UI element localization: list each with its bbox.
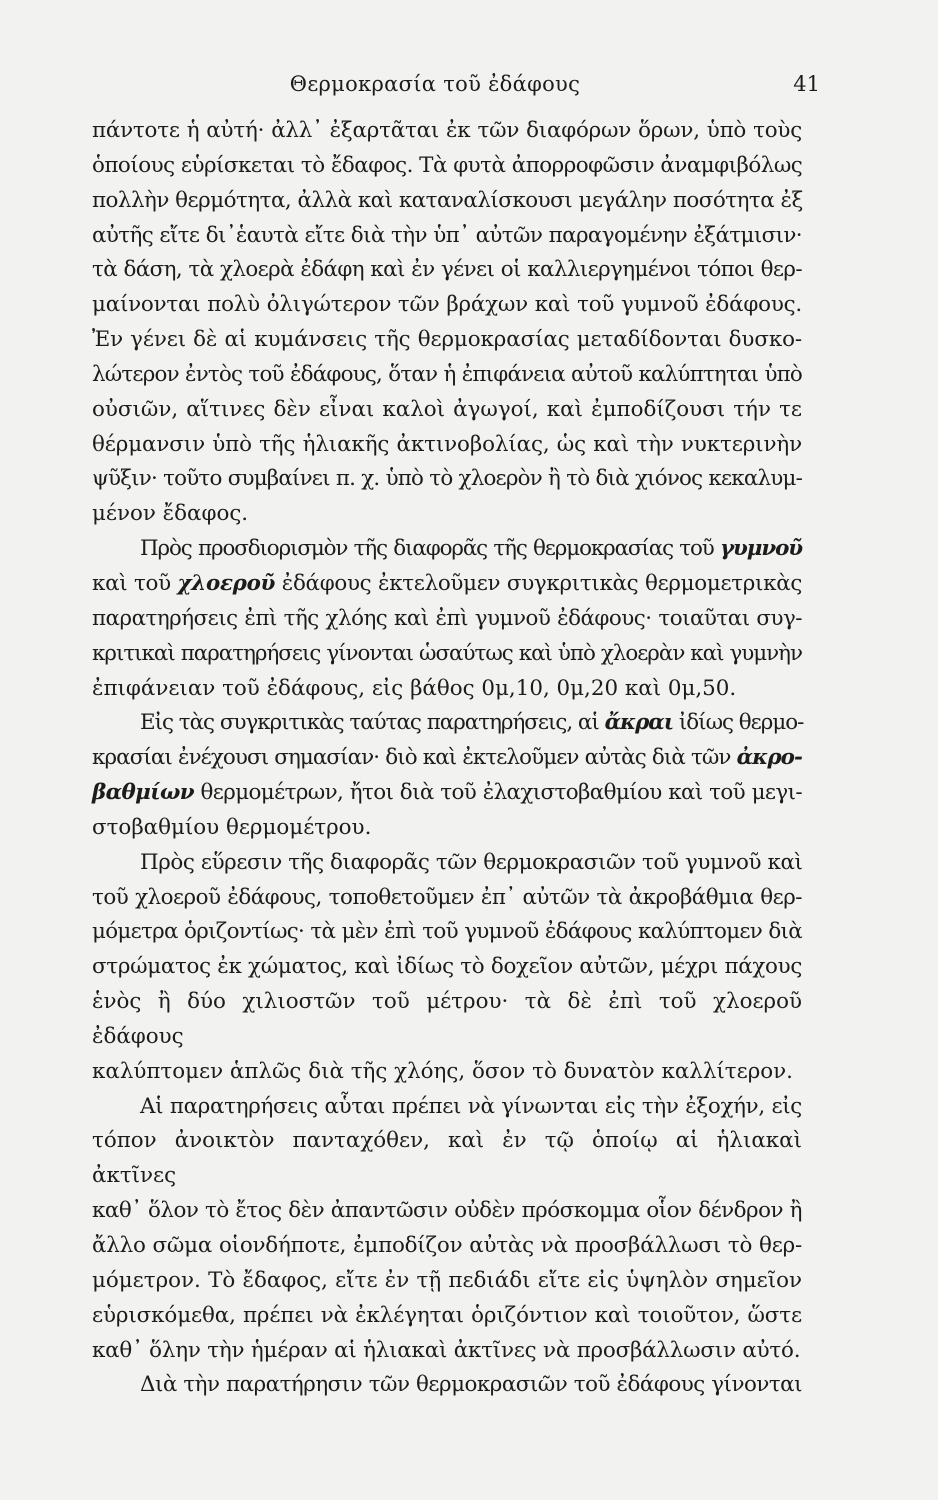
- text-line: τοῦ χλοεροῦ ἐδάφους, τοποθετοῦμεν ἐπ᾽ αὐτῶν τὰ ἀκροβάθμια θερ-: [92, 884, 802, 910]
- text-line: ψῦξιν· τοῦτο συμβαίνει π. χ. ὑπὸ τὸ χλοερὸν ἢ τὸ διὰ χιόνος κεκαλυμ-: [92, 466, 802, 492]
- text-line: λώτερον ἐντὸς τοῦ ἐδάφους, ὅταν ἡ ἐπιφάνεια αὐτοῦ καλύπτηται ὑπὸ: [92, 361, 802, 387]
- text-line: ἄλλο σῶμα οἱονδήποτε, ἐμποδίζον αὐτὰς νὰ προσβάλλωσι τὸ θερ-: [92, 1233, 802, 1258]
- text-line: μαίνονται πολὺ ὀλιγώτερον τῶν βράχων καὶ τοῦ γυμνοῦ ἐδάφους.: [92, 292, 802, 318]
- emphasis-word: χλοεροῦ: [177, 570, 276, 596]
- emphasis-word: ἄκραι: [604, 710, 674, 736]
- text-line: ἐπιφάνειαν τοῦ ἐδάφους, εἰς βάθος 0μ,10, 0μ,20 καὶ 0μ,50.: [92, 675, 737, 701]
- text-line: ὁποίους εὑρίσκεται τὸ ἔδαφος. Τὰ φυτὰ ἀπορροφῶσιν ἀναμφιβόλως: [92, 152, 803, 178]
- text-line: εὑρισκόμεθα, πρέπει νὰ ἐκλέγηται ὁριζόντιον καὶ τοιοῦτον, ὥστε: [92, 1302, 802, 1328]
- emphasis-word: γυμνοῦ: [720, 536, 802, 562]
- text-segment: καὶ τοῦ: [92, 570, 171, 596]
- text-line: [92, 776, 802, 811]
- emphasis-word: ἀκρο-: [736, 745, 802, 771]
- text-line: πάντοτε ἡ αὐτή· ἀλλ᾽ ἐξαρτᾶται ἐκ τῶν διαφόρων ὅρων, ὑπὸ τοὺς: [92, 118, 802, 143]
- body-text: [92, 114, 802, 1403]
- text-line: [92, 741, 802, 776]
- text-segment: Πρὸς προσδιορισμὸν τῆς διαφορᾶς τῆς θερμοκρασίας τοῦ: [140, 536, 714, 562]
- text-line: [92, 567, 802, 602]
- text-line: τόπον ἀνοικτὸν πανταχόθεν, καὶ ἐν τῷ ὁποίῳ αἱ ἡλιακαὶ ἀκτῖνες: [92, 1128, 802, 1189]
- text-line: στοβαθμίου θερμομέτρου.: [92, 814, 372, 840]
- text-line: παρατηρήσεις ἐπὶ τῆς χλόης καὶ ἐπὶ γυμνοῦ ἐδάφους· τοιαῦται συγ-: [92, 605, 802, 631]
- text-line: Αἱ παρατηρήσεις αὗται πρέπει νὰ γίνωνται εἰς τὴν ἐξοχήν, εἰς: [140, 1093, 802, 1119]
- text-segment: θερμομέτρων, ἤτοι διὰ τοῦ ἐλαχιστοβαθμίου καὶ τοῦ μεγι-: [200, 780, 802, 806]
- running-head: [0, 70, 938, 100]
- text-line: καλύπτομεν ἁπλῶς διὰ τῆς χλόης, ὅσον τὸ δυνατὸν καλλίτερον.: [92, 1058, 793, 1084]
- text-line: [92, 706, 802, 741]
- text-line: κριτικαὶ παρατηρήσεις γίνονται ὡσαύτως καὶ ὑπὸ χλοερὰν καὶ γυμνὴν: [92, 640, 802, 666]
- text-line: Διὰ τὴν παρατήρησιν τῶν θερμοκρασιῶν τοῦ ἐδάφους γίνονται: [140, 1372, 802, 1398]
- page-number: 41: [793, 72, 820, 96]
- text-line: Πρὸς εὕρεσιν τῆς διαφορᾶς τῶν θερμοκρασιῶν τοῦ γυμνοῦ καὶ: [140, 849, 803, 875]
- text-segment: ἰδίως θερμο-: [678, 710, 804, 736]
- emphasis-word: βαθμίων: [92, 780, 194, 806]
- text-line: τὰ δάση, τὰ χλοερὰ ἐδάφη καὶ ἐν γένει οἱ καλλιεργημένοι τόποι θερ-: [92, 257, 802, 283]
- text-line: ἑνὸς ἢ δύο χιλιοστῶν τοῦ μέτρου· τὰ δὲ ἐπὶ τοῦ χλοεροῦ ἐδάφους: [92, 989, 802, 1049]
- text-line: Ἐν γένει δὲ αἱ κυμάνσεις τῆς θερμοκρασίας μεταδίδονται δυσκο-: [92, 327, 802, 353]
- text-line: μόμετρον. Τὸ ἔδαφος, εἴτε ἐν τῇ πεδιάδι εἴτε εἰς ὑψηλὸν σημεῖον: [92, 1267, 802, 1293]
- text-line: μόμετρα ὁριζοντίως· τὰ μὲν ἐπὶ τοῦ γυμνοῦ ἐδάφους καλύπτομεν διὰ: [92, 919, 802, 945]
- text-segment: ἐδάφους ἐκτελοῦμεν συγκριτικὰς θερμομετρικὰς: [281, 570, 803, 596]
- text-line: οὐσιῶν, αἵτινες δὲν εἶναι καλοὶ ἀγωγοί, καὶ ἐμποδίζουσι τήν τε: [92, 396, 802, 422]
- text-line: αὐτῆς εἴτε δι᾽ἑαυτὰ εἴτε διὰ τὴν ὑπ᾽ αὐτῶν παραγομένην ἐξάτμισιν·: [92, 222, 802, 248]
- text-line: στρώματος ἐκ χώματος, καὶ ἰδίως τὸ δοχεῖον αὐτῶν, μέχρι πάχους: [92, 954, 802, 980]
- text-line: πολλὴν θερμότητα, ἀλλὰ καὶ καταναλίσκουσι μεγάλην ποσότητα ἐξ: [92, 187, 803, 213]
- text-line: καθ᾽ ὅλην τὴν ἡμέραν αἱ ἡλιακαὶ ἀκτῖνες νὰ προσβάλλωσιν αὐτό.: [92, 1337, 801, 1363]
- running-title: Θερμοκρασία τοῦ ἐδάφους: [289, 72, 581, 96]
- text-line: [92, 532, 802, 567]
- text-segment: κρασίαι ἐνέχουσι σημασίαν· διὸ καὶ ἐκτελοῦμεν αὐτὰς διὰ τῶν: [92, 745, 731, 771]
- text-line: μένον ἔδαφος.: [92, 501, 249, 527]
- text-line: θέρμανσιν ὑπὸ τῆς ἡλιακῆς ἀκτινοβολίας, ὡς καὶ τὴν νυκτερινὴν: [92, 431, 802, 457]
- text-segment: Εἰς τὰς συγκριτικὰς ταύτας παρατηρήσεις, αἱ: [140, 710, 599, 736]
- text-line: καθ᾽ ὅλον τὸ ἔτος δὲν ἀπαντῶσιν οὐδὲν πρόσκομμα οἷον δένδρον ἢ: [92, 1198, 802, 1224]
